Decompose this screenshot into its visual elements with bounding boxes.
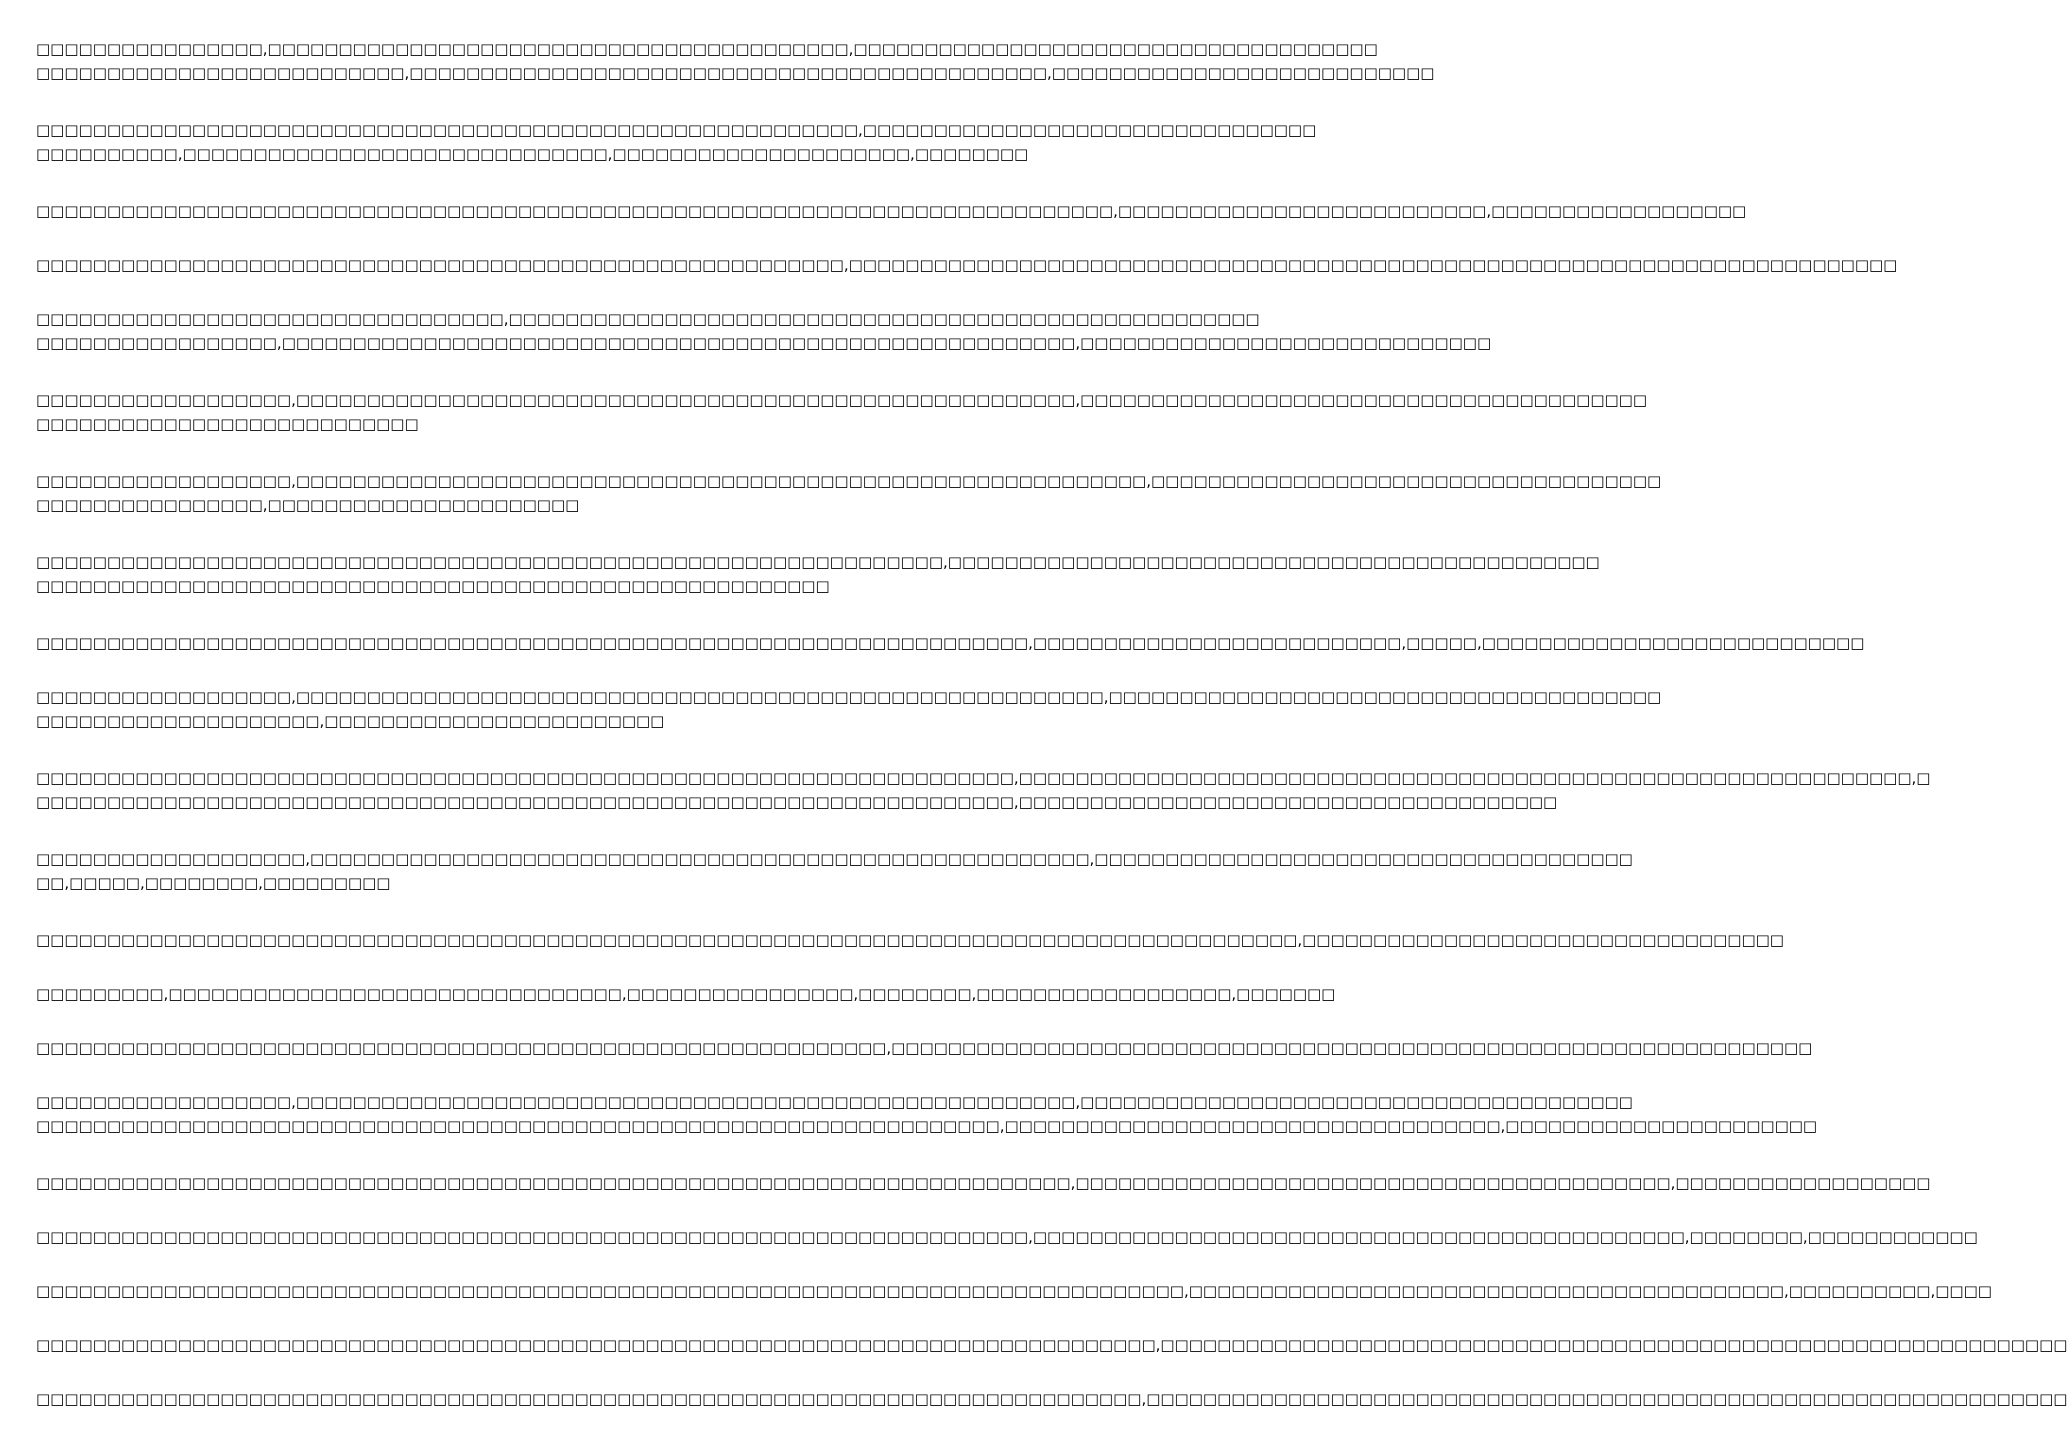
paragraph — [36, 1279, 1992, 1303]
paragraph-line: □□□□□□□□□□□□□□□□□□□□,□□□□□□□□□□□□□□□□□□□□□□□□ — [36, 712, 665, 730]
paragraph — [36, 1333, 2067, 1357]
paragraph — [36, 307, 1492, 355]
paragraph-line: □□□□□□□□□□□□□□□□□□□□□□□□□□□□□□□□□□□□□□□□□□□□□□□□□□□□□□□□□,□□□□□□□□□□□□□□□□□□□□□□□□□□□□□□□□□□□□□□□□□□□□□□□□□□□□□□□□□□□□□□□□□□□□□□□□□□ — [36, 256, 1898, 274]
paragraph — [36, 631, 1865, 655]
paragraph-line: □□□□□□□□□□□□□□□□□□□□□□□□□□□□□□□□□□□□□□□□□□□□□□□□□□□□□□□□□□□□□□□□□□□□□□□□□□□□□□,□□□□□□□□□□□□□□□□□□□□□□□□□□□□□□□□□□□□□□□□□□□□□□□□□□□□□□□□□□□□□□□□□ — [36, 1390, 2067, 1408]
paragraph — [36, 199, 1747, 223]
paragraph-line: □□□□□□□□□□□□□□□□□□□□□□□□□□□□□□□□□□□□□□□□□□□□□□□□□□□□□□□□□□□□□□□□□□□□□□,□□□□□□□□□□□□□□□□□□□□□□□□□□,□□□□□,□□□□□□□□□□□□□□□□□□□□□□□□□□□ — [36, 634, 1865, 652]
paragraph-line: □□□□□□□□□□□□□□□□□□□□□□□□□□□□□□□□□□□□□□□□□□□□□□□□□□□□□□□□□□□□□□□□□□□□□□□□□□□□,□□□□□□□□□□□□□□□□□□□□□□□□□□,□□□□□□□□□□□□□□□□□□ — [36, 202, 1747, 220]
paragraph-line: □□□□□□□□□□□□□□□□□□□□□□□□□□□□□□□□□□□□□□□□□□□□□□□□□□□□□□□□□□□□□□□□□□□□□□□□□□□□□□□□□,□□□□□□□□□□□□□□□□□□□□□□□□□□□□□□□□□□□□□□□□□□,□□□□□□□□□□,□□□□ — [36, 1282, 1992, 1300]
paragraph-line: □□□□□□□□□□□□□□□□□□□□□□□□□□□□□□□□□□□□□□□□□□□□□□□□□□□□□□□□□□□□□□□□□□□□□□,□□□□□□□□□□□□□□□□□□□□□□□□□□□□□□□□□□□□□□□□□□□□□□,□□□□□□□□,□□□□□□□□□□□□ — [36, 1228, 1978, 1246]
paragraph — [36, 550, 1600, 598]
paragraph — [36, 1036, 1813, 1060]
paragraph-line: □□□□□□□□□□□□□□□□□□□□□□□□□□□□□□□□□□□□□□□□□□□□□□□□□□□□□□□□ — [36, 577, 830, 595]
paragraph — [36, 685, 1662, 733]
paragraph-line: □□□□□□□□□□□□□□□□□□□□□□□□□□□□□□□□□□□□□□□□□□□□□□□□□□□□□□□□□□□□□□□□,□□□□□□□□□□□□□□□□□□□□□□□□□□□□□□□□□□□□□□□□□□□□□□ — [36, 553, 1600, 571]
paragraph-line: □□□□□□□□□□□□□□□□□□□□□□□□□□,□□□□□□□□□□□□□□□□□□□□□□□□□□□□□□□□□□□□□□□□□□□□□,□□□□□□□□□□□□□□□□□□□□□□□□□□□ — [36, 64, 1435, 82]
paragraph — [36, 1171, 1931, 1195]
paragraph-line: □□□□□□□□□□□□□□□□□□□□□□□□□□□□□□□□□□□□□□□□□□□□□□□□□□□□□□□□□□□□□□□□□□□□□□□□□□□□□□□,□□□□□□□□□□□□□□□□□□□□□□□□□□□□□□□□□□□□□□□□□□□□□□□□□□□□□□□□□□□□□□□□ — [36, 1336, 2067, 1354]
paragraph-line: □□□□□□□□□□□□□□□□□□□,□□□□□□□□□□□□□□□□□□□□□□□□□□□□□□□□□□□□□□□□□□□□□□□□□□□□□□□,□□□□□□□□□□□□□□□□□□□□□□□□□□□□□□□□□□□□□□ — [36, 850, 1633, 868]
paragraph-line: □□□□□□□□□□□□□□□□,□□□□□□□□□□□□□□□□□□□□□□□□□□□□□□□□□□□□□□□□□,□□□□□□□□□□□□□□□□□□□□□□□□□□□□□□□□□□□□□ — [36, 40, 1378, 58]
paragraph-line: □□□□□□□□□,□□□□□□□□□□□□□□□□□□□□□□□□□□□□□□□□,□□□□□□□□□□□□□□□□,□□□□□□□□,□□□□□□□□□□□□□□□□□□,□□□□□□□ — [36, 985, 1336, 1003]
paragraph — [36, 388, 1648, 436]
paragraph-line: □□□□□□□□□□□□□□□□□□,□□□□□□□□□□□□□□□□□□□□□□□□□□□□□□□□□□□□□□□□□□□□□□□□□□□□□□□,□□□□□□□□□□□□□□□□□□□□□□□□□□□□□□□□□□□□□□□□ — [36, 391, 1648, 409]
paragraph-line: □□□□□□□□□□□□□□□□□□□□□□□□□□□□□□□□□,□□□□□□□□□□□□□□□□□□□□□□□□□□□□□□□□□□□□□□□□□□□□□□□□□□□□□ — [36, 310, 1260, 328]
paragraph-line: □□□□□□□□□□□□□□□□□□□□□□□□□□□□□□□□□□□□□□□□□□□□□□□□□□□□□□□□□□,□□□□□□□□□□□□□□□□□□□□□□□□□□□□□□□□ — [36, 121, 1317, 139]
paragraph — [36, 469, 1662, 517]
paragraph-line: □□□□□□□□□□□□□□□□□□,□□□□□□□□□□□□□□□□□□□□□□□□□□□□□□□□□□□□□□□□□□□□□□□□□□□□□□□□□,□□□□□□□□□□□□□□□□□□□□□□□□□□□□□□□□□□□□□□□ — [36, 688, 1662, 706]
paragraph-line: □□□□□□□□□□□□□□□□□□□□□□□□□□□□□□□□□□□□□□□□□□□□□□□□□□□□□□□□□□□□□□□□□□□□□,□□□□□□□□□□□□□□□□□□□□□□□□□□□□□□□□□□□□□□ — [36, 793, 1558, 811]
paragraph-line: □□□□□□□□□□□□□□□□□□□□□□□□□□□□□□□□□□□□□□□□□□□□□□□□□□□□□□□□□□□□□□□□□□□□□,□□□□□□□□□□□□□□□□□□□□□□□□□□□□□□□□□□□□□□□□□□□□□□□□□□□□□□□□□□□□□□□,□ — [36, 769, 1931, 787]
paragraph-line: □□□□□□□□□□,□□□□□□□□□□□□□□□□□□□□□□□□□□□□□□,□□□□□□□□□□□□□□□□□□□□□,□□□□□□□□ — [36, 145, 1029, 163]
paragraph-line: □□□□□□□□□□□□□□□□□□,□□□□□□□□□□□□□□□□□□□□□□□□□□□□□□□□□□□□□□□□□□□□□□□□□□□□□□□□□□□□,□□□□□□□□□□□□□□□□□□□□□□□□□□□□□□□□□□□□ — [36, 472, 1662, 490]
paragraph — [36, 982, 1336, 1006]
paragraph — [36, 1387, 2067, 1411]
paragraph — [36, 1225, 1978, 1249]
paragraph — [36, 253, 1898, 277]
paragraph-line: □□□□□□□□□□□□□□□□□□□□□□□□□□□□□□□□□□□□□□□□□□□□□□□□□□□□□□□□□□□□□□□□□□□□,□□□□□□□□□□□□□□□□□□□□□□□□□□□□□□□□□□□,□□□□□□□□□□□□□□□□□□□□□□ — [36, 1117, 1818, 1135]
paragraph-line: □□□□□□□□□□□□□□□□□,□□□□□□□□□□□□□□□□□□□□□□□□□□□□□□□□□□□□□□□□□□□□□□□□□□□□□□□□,□□□□□□□□□□□□□□□□□□□□□□□□□□□□□ — [36, 334, 1492, 352]
paragraph — [36, 847, 1633, 895]
paragraph — [36, 766, 1931, 814]
paragraph — [36, 37, 1435, 85]
paragraph-line: □□□□□□□□□□□□□□□□,□□□□□□□□□□□□□□□□□□□□□□ — [36, 496, 580, 514]
paragraph — [36, 1090, 1818, 1138]
paragraph-line: □□□□□□□□□□□□□□□□□□□□□□□□□□□□□□□□□□□□□□□□□□□□□□□□□□□□□□□□□□□□□□□□□□□□□□□□□□□□□□□□□□□□□□□□□,□□□□□□□□□□□□□□□□□□□□□□□□□□□□□□□□□□ — [36, 931, 1784, 949]
paragraph-line: □□□□□□□□□□□□□□□□□□□□□□□□□□□□□□□□□□□□□□□□□□□□□□□□□□□□□□□□□□□□□□□□□□□□□□□□□,□□□□□□□□□□□□□□□□□□□□□□□□□□□□□□□□□□□□□□□□□□,□□□□□□□□□□□□□□□□□□ — [36, 1174, 1931, 1192]
paragraph — [36, 118, 1317, 166]
paragraph-line: □□□□□□□□□□□□□□□□□□□□□□□□□□□ — [36, 415, 419, 433]
paragraph — [36, 928, 1784, 952]
paragraph-line: □□□□□□□□□□□□□□□□□□□□□□□□□□□□□□□□□□□□□□□□□□□□□□□□□□□□□□□□□□□□,□□□□□□□□□□□□□□□□□□□□□□□□□□□□□□□□□□□□□□□□□□□□□□□□□□□□□□□□□□□□□□□□□ — [36, 1039, 1813, 1057]
paragraph-line: □□,□□□□□,□□□□□□□□,□□□□□□□□□ — [36, 874, 391, 892]
paragraph-line: □□□□□□□□□□□□□□□□□□,□□□□□□□□□□□□□□□□□□□□□□□□□□□□□□□□□□□□□□□□□□□□□□□□□□□□□□□,□□□□□□□□□□□□□□□□□□□□□□□□□□□□□□□□□□□□□□□ — [36, 1093, 1633, 1111]
